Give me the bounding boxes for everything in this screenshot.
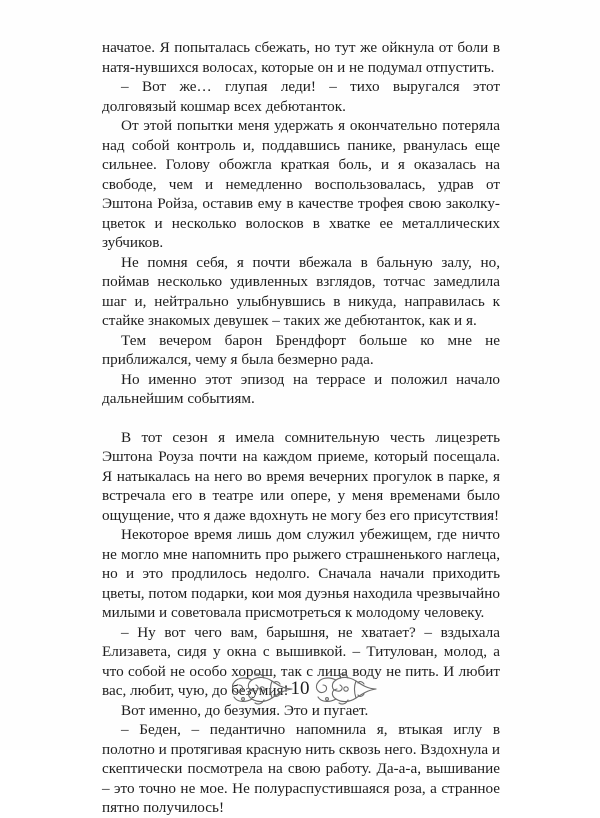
section-break xyxy=(102,409,500,428)
paragraph: От этой попытки меня удержать я окончательно потеряла над собой контроль и, поддавшись панике, рванулась еще сильнее. Голову обожгла краткая боль, и я оказалась на свободе, чем и немедленно воспользовалась, удрав от Эштона Ройза, оставив ему в качестве трофея свою заколку-цветок и несколько волосков в хватке ее металлических зубчиков. xyxy=(102,117,500,251)
page-footer xyxy=(0,672,600,712)
paragraph: Тем вечером барон Брендфорт больше ко мне не приближался, чему я была безмерно рада. xyxy=(102,331,500,368)
paragraph: Вот именно, до безумия. Это и пугает. xyxy=(121,701,369,719)
paragraph: Но именно этот эпизод на террасе и положил начало дальнейшим событиям. xyxy=(102,370,500,407)
paragraph: – Вот же… глупая леди! – тихо выругался этот долговязый кошмар всех дебютанток. xyxy=(102,78,500,115)
paragraph: – Беден, – педантично напомнила я, втыкая иглу в полотно и протягивая красную нить сквозь него. Вздохнула и скептически посмотрела на свою работу. Да-а-а, вышивание – это точно не мое. Не полураспустившаяся роза, а странное пятно получилось! xyxy=(102,721,500,816)
page-number: 10 xyxy=(290,678,310,699)
paragraph: Не помня себя, я почти вбежала в бальную залу, но, поймав несколько удивленных взглядов, тотчас замедлила шаг и, нейтрально улыбнувшись в никуда, направилась к стайке знакомых девушек – таких же дебютанток, как и я. xyxy=(102,253,500,329)
paragraph: Некоторое время лишь дом служил убежищем, где ничто не могло мне напомнить про рыжего страшненького наглеца, но и это продлилось недолго. Сначала начали приходить цветы, потом подарки, кои моя дуэнья находила чрезвычайно милыми и советовала присмотреться к молодому человеку. xyxy=(102,526,500,621)
flourish-ornament-icon xyxy=(312,672,380,706)
paragraph: В тот сезон я имела сомнительную честь лицезреть Эштона Роуза почти на каждом приеме, который посещала. Я натыкалась на него во время вечерних прогулок в парке, я встречала его в театре или опере, у меня временами было ощущение, что я даже вдохнуть не могу без его присутствия! xyxy=(102,428,500,524)
paragraph: начатое. Я попыталась сбежать, но тут же ойкнула от боли в натя-нувшихся волосах, которые он и не подумал отпустить. xyxy=(102,39,500,76)
paragraph: – Ну вот чего вам, барышня, не хватает? – вздыхала Елизавета, сидя у окна с вышивкой. – Титулован, молод, а что собой не особо хорош, так с лица воду не пить. И любит вас, любит, чую, до безумия! xyxy=(102,623,500,699)
